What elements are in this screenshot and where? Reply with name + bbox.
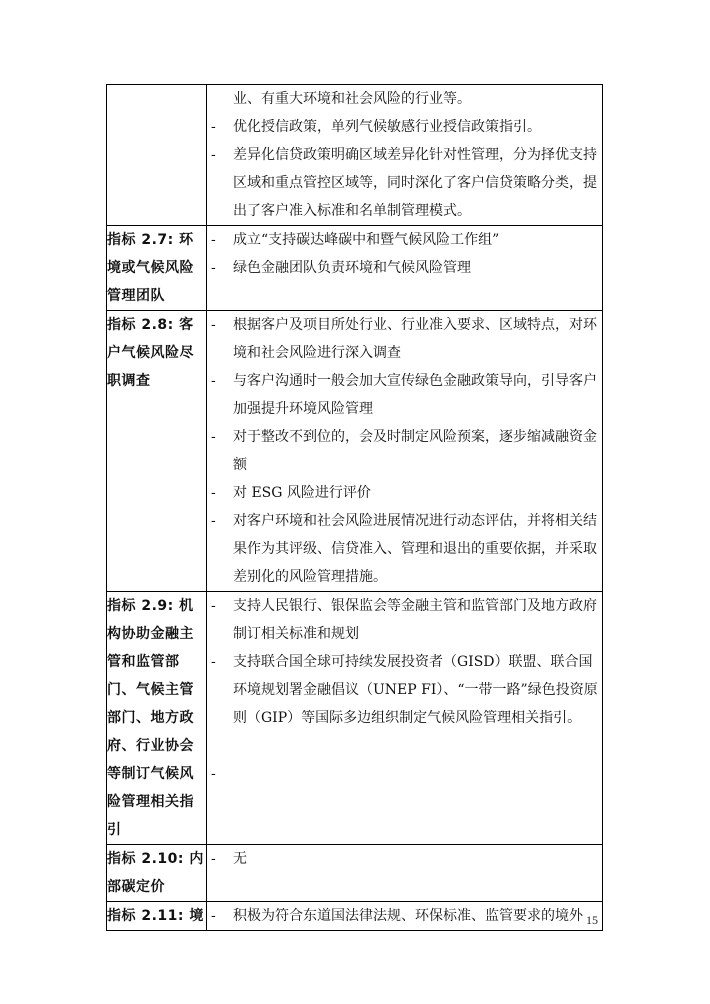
list-item [207,845,602,873]
indicator-table [106,84,603,931]
list-item [207,367,602,423]
item-text: 支持联合国全球可持续发展投资者（GISD）联盟、联合国环境规划署金融倡议（UNEP FI）、“一带一路”绿色投资原则（GIP）等国际多边组织制定气候风险管理相关指引。 [233,654,598,726]
dash-marker: - [211,598,216,614]
item-text: 业、有重大环境和社会风险的行业等。 [233,91,471,107]
item-text: 绿色金融团队负责环境和气候风险管理 [233,260,471,276]
row-label [107,85,207,226]
row-label: 指标 2.10: 内部碳定价 [107,845,207,902]
dash-marker: - [211,485,216,501]
list-item [207,141,602,225]
list-item [207,507,602,591]
row-content [207,311,603,592]
item-text: 积极为符合东道国法律法规、环保标准、监管要求的境外 [233,908,583,924]
item-text [233,760,602,788]
item-text: 成立“支持碳达峰碳中和暨气候风险工作组” [233,232,500,248]
table-row [107,845,603,902]
table-row [107,226,603,311]
dash-marker: - [211,119,216,135]
list-item [207,423,602,479]
row-content [207,226,603,311]
list-item [207,113,602,141]
item-text: 对于整改不到位的，会及时制定风险预案，逐步缩减融资金额 [233,429,597,473]
item-text: 支持人民银行、银保监会等金融主管和监管部门及地方政府制订相关标准和规划 [233,598,597,642]
row-content [207,845,603,902]
page-number: 15 [586,913,598,927]
table-row [107,85,603,226]
row-label: 指标 2.11: 境 [107,902,207,931]
list-item [207,254,602,282]
list-item [207,648,602,732]
dash-marker: - [211,232,216,248]
dash-marker: - [211,317,216,333]
item-text: 对 ESG 风险进行评价 [233,485,371,501]
dash-marker: - [211,373,216,389]
dash-marker: - [211,851,216,867]
row-label: 指标 2.7: 环境或气候风险管理团队 [107,226,207,311]
item-text: 差异化信贷政策明确区域差异化针对性管理，分为择优支持区域和重点管控区域等，同时深化了客户信贷策略分类，提出了客户准入标准和名单制管理模式。 [233,147,597,219]
dash-marker: - [211,908,216,924]
list-item [207,760,602,788]
item-text: 对客户环境和社会风险进展情况进行动态评估，并将相关结果作为其评级、信贷准入、管理和退出的重要依据，并采取差别化的风险管理措施。 [233,513,597,585]
row-label: 指标 2.9: 机构协助金融主管和监管部门、气候主管部门、地方政府、行业协会等制订气候风险管理相关指引 [107,592,207,845]
item-text: 根据客户及项目所处行业、行业准入要求、区域特点，对环境和社会风险进行深入调查 [233,317,597,361]
dash-marker: - [211,513,216,529]
dash-marker: - [211,654,216,670]
row-content [207,85,603,226]
table-row [107,902,603,931]
table-row [107,592,603,845]
list-item [207,311,602,367]
item-text: 无 [233,851,247,867]
list-item [207,479,602,507]
dash-marker: - [211,147,216,163]
row-content [207,902,603,931]
list-item [207,592,602,648]
dash-marker [207,85,233,113]
dash-marker: - [211,260,216,276]
list-item [207,85,602,113]
list-item [207,902,602,930]
row-content [207,592,603,845]
dash-marker: - [211,429,216,445]
table-row [107,311,603,592]
row-label: 指标 2.8: 客户气候风险尽职调查 [107,311,207,592]
item-text: 优化授信政策，单列气候敏感行业授信政策指引。 [233,119,541,135]
item-text: 与客户沟通时一般会加大宣传绿色金融政策导向，引导客户加强提升环境风险管理 [233,373,597,417]
list-item [207,226,602,254]
dash-marker: - [211,766,216,782]
